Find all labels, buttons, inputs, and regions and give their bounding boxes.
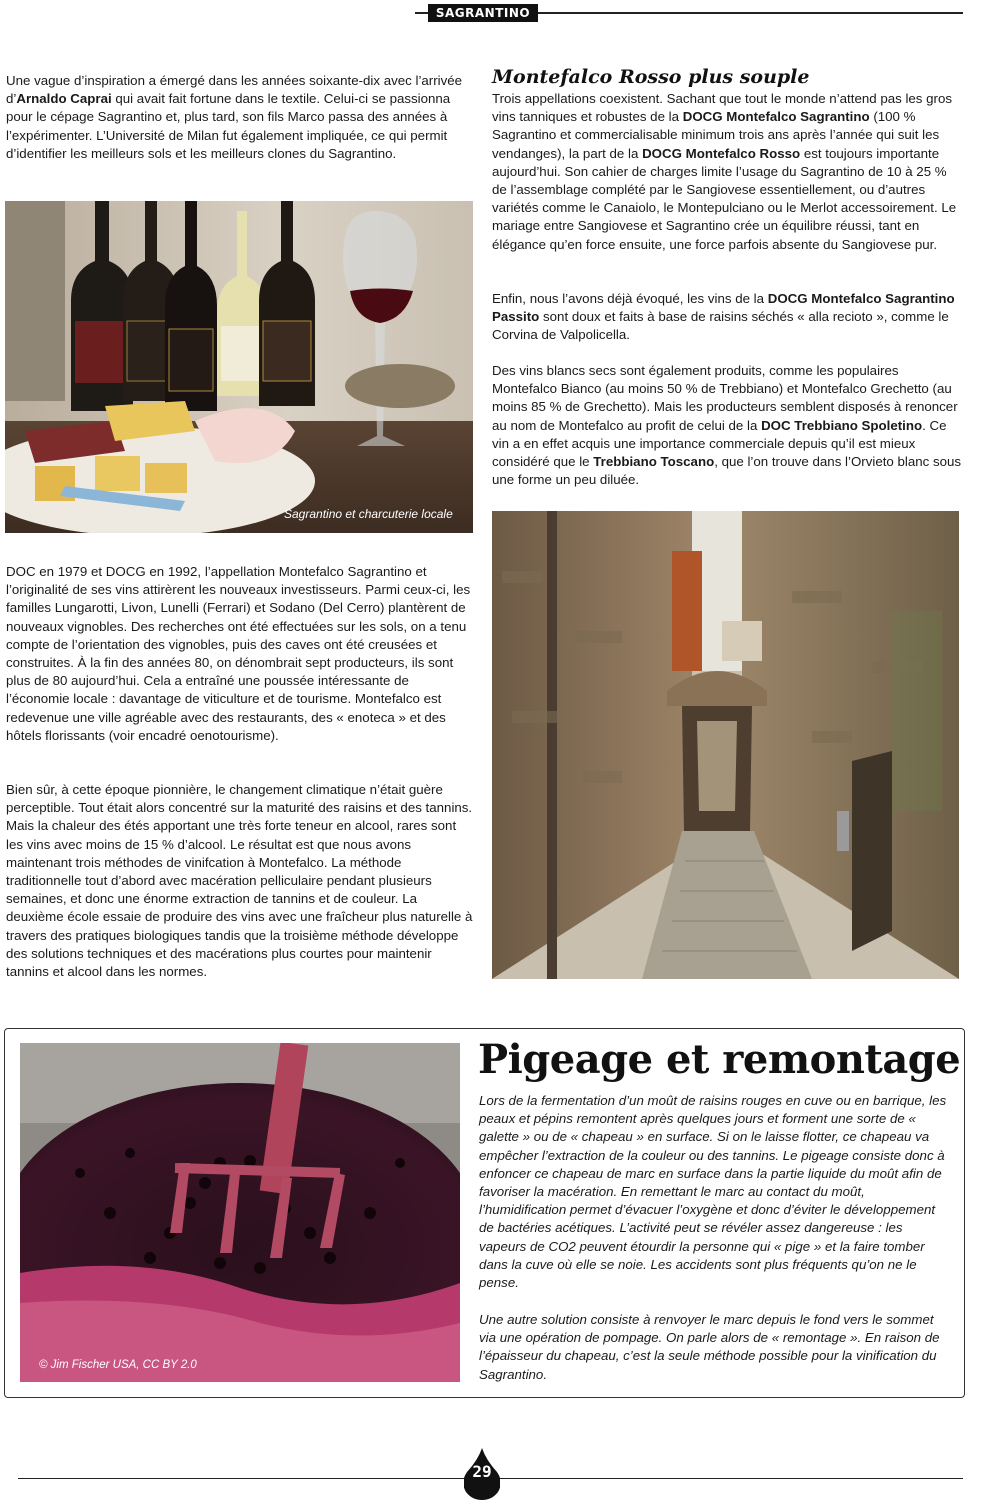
text-run: , que l’on trouve dans l’Orvieto blanc sous une forme un peu diluée. xyxy=(492,454,962,488)
text-run: est toujours importante aujourd’hui. Son cahier de charges limite l’usage du Sagrantino de 10 à 25 % de l’assemblage complété par le Sangiovese essentiellement, ou d’autres variétés comme le Canaiolo, le Montepulciano ou le Merlot accessoirement. Le mariage entre Sangiovese et Sagrantino crée un équilibre réussi, tant en élégance qu’en force ensuite, une force parfois absente du Sangiovese pur. xyxy=(492,145,957,252)
section-heading: Montefalco Rosso plus souple xyxy=(492,66,810,88)
passito-paragraph xyxy=(492,290,962,345)
text-run: (100 % Sagrantino et commercialisable minimum trois ans après l’année qui suit les vendanges), la part de la xyxy=(492,109,940,161)
wine-bottles-illustration xyxy=(5,201,473,533)
alley-photo xyxy=(492,511,959,979)
methods-paragraph xyxy=(6,781,476,981)
photo-credit: © Jim Fischer USA, CC BY 2.0 xyxy=(39,1359,197,1371)
remontage-paragraph: Une autre solution consiste à renvoyer le marc depuis le fond vers le sommet via une opération de pompage. On parle alors de « remontage ». En raison de l’épaisseur du chapeau, c’est la seule méthode possible pour la vinification du Sagrantino. xyxy=(479,1312,940,1382)
wine-charcuterie-photo xyxy=(5,201,473,533)
section-tag: SAGRANTINO xyxy=(428,4,538,22)
page-number-badge xyxy=(464,1448,500,1500)
grape-must-illustration xyxy=(20,1043,460,1382)
pigeage-photo xyxy=(20,1043,460,1382)
bold-term: DOCG Montefalco Rosso xyxy=(642,145,801,161)
appellations-paragraph xyxy=(492,90,962,254)
pigeage-paragraph: Lors de la fermentation d’un moût de raisins rouges en cuve ou en barrique, les peaux et pépins remontent après quelques jours et forment une sorte de « galette » ou de « chapeau » en surface. Si on le laisse flotter, ce chapeau va empêcher l’extraction de la couleur ou des tannins. Le pigeage consiste donc à enfoncer ce chapeau de marc en surface dans la partie liquide du moût afin de favoriser la macération. En remettant le marc au contact du moût, l’humidification permet d’évacuer l’oxygène et donc d’éviter le développement de bactéries acétiques. L’activité peut se révéler assez dangereuse : les vapeurs de CO2 peuvent étourdir la personne qui « pige » et la faire tomber dans la cuve où elle se noie. Les accidents sont plus fréquents qu’on ne le pense. xyxy=(479,1093,947,1291)
text-run: DOC en 1979 et DOCG en 1992, l’appellation Montefalco Sagrantino et l’originalité de ses vins attirèrent les nouveaux investisseurs. Parmi ceux-ci, les familles Lungarotti, Livon, Lunelli (Ferrari) et Sodano (Del Cerro) plantèrent de nouveaux vignobles. Des recherches ont été effectuées sur les sols, on a tenu compte de l’orientation des vignobles, puis des caves ont été creusées et construites. À la fin des années 80, on dénombrait sept producteurs, ils sont plus de 80 aujourd’hui. Cela a entraîné une poussée intéressante de l’économie locale : davantage de viticulture et de tourisme. Montefalco est redevenue une ville agréable avec des restaurants, des « enoteca » et des hôtels florissants (voir encadré oenotourisme). xyxy=(6,564,471,743)
text-run: . Ce vin a en effet acquis une importance commerciale depuis qu’il est mieux considéré que le xyxy=(492,417,947,470)
bold-term: Arnaldo Caprai xyxy=(16,91,112,107)
text-run: Des vins blancs secs sont également produits, comme les populaires Montefalco Bianco (au moins 50 % de Trebbiano) et Montefalco Grechetto (au moins 85 % de Grechetto). Mais les producteurs semblent disposés à renoncer au nom de Montefalco au profit de celui de la xyxy=(492,363,958,433)
text-run: Une vague d’inspiration a émergé dans les années soixante-dix avec l’arrivée d’ xyxy=(6,73,463,107)
stone-alley-illustration xyxy=(492,511,959,979)
text-run: sont doux et faits à base de raisins séchés « alla recioto », comme le Corvina de Valpolicella. xyxy=(492,309,949,343)
history-paragraph xyxy=(6,563,476,745)
text-run: Enfin, nous l’avons déjà évoqué, les vins de la xyxy=(492,291,768,306)
photo-caption: Sagrantino et charcuterie locale xyxy=(284,507,453,521)
intro-paragraph xyxy=(6,72,468,163)
page-number: 29 xyxy=(472,1462,492,1481)
bold-term: DOC Trebbiano Spoletino xyxy=(761,417,923,433)
text-run: qui avait fait fortune dans le textile. Celui-ci se passionna pour le cépage Sagrantino et, plus tard, son fils Marco passa des années à l’expérimenter. L’Université de Milan fut également impliquée, ce qui permit d’identifier les meilleurs sols et les meilleurs clones du Sagrantino. xyxy=(6,91,451,161)
bold-term: Trebbiano Toscano xyxy=(593,454,715,470)
feature-title: Pigeage et remontage xyxy=(478,1036,961,1083)
bold-term: DOCG Montefalco Sagrantino xyxy=(682,109,870,125)
white-wines-paragraph xyxy=(492,362,962,489)
text-run: Bien sûr, à cette époque pionnière, le changement climatique n’était guère perceptible. Tout était alors concentré sur la maturité des raisins et des tannins. Mais la chaleur des étés apportant une très forte teneur en alcool, rares sont les vins avec moins de 15 % d’alcool. Le résultat est que nous avons maintenant trois méthodes de vinifcation à Montefalco. La méthode traditionnelle tout d’abord avec macération pelliculaire pendant plusieurs semaines, et donc une énorme extraction de tannins et de couleur. La deuxième école essaie de produire des vins avec une fraîcheur plus naturelle à travers des pratiques biologiques tandis que la troisième méthode développe des solutions techniques et des macérations plus courtes pour maintenir tannins et alcool dans les normes. xyxy=(6,782,473,980)
bold-term: DOCG Montefalco Sagrantino Passito xyxy=(492,291,955,325)
text-run: Trois appellations coexistent. Sachant que tout le monde n’attend pas les gros vins tanniques et robustes de la xyxy=(492,91,953,125)
